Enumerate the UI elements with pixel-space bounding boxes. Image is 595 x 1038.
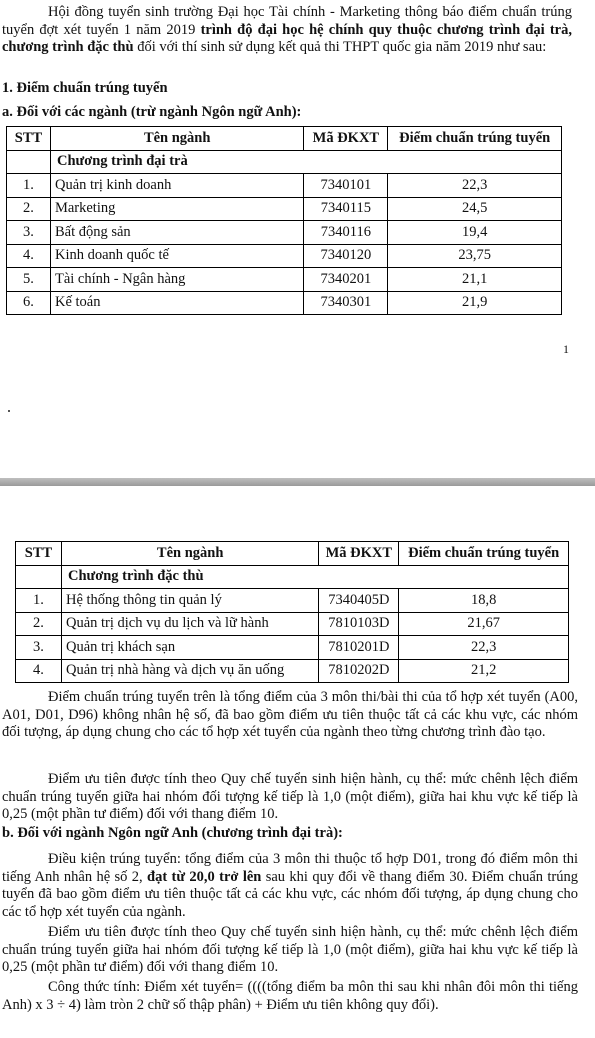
row-stt: 6. xyxy=(7,291,51,315)
row-score: 22,3 xyxy=(388,174,562,198)
row-score: 21,1 xyxy=(388,268,562,292)
table-row xyxy=(7,174,562,198)
col-header-name: Tên ngành xyxy=(61,542,318,566)
row-score: 24,5 xyxy=(388,197,562,221)
condition-text: Điều kiện trúng tuyển: tổng điểm của 3 môn thi thuộc tổ hợp D01, trong đó điểm môn thi tiếng Anh nhân hệ số 2, xyxy=(2,851,578,885)
row-code: 7810103D xyxy=(319,612,399,636)
program-label: Chương trình đại trà xyxy=(50,150,561,174)
row-code: 7340201 xyxy=(304,268,388,292)
intro-text: Hội đồng tuyển sinh trường Đại học Tài chính - Marketing thông báo điểm chuẩn trúng tuyển đợt xét tuyển 1 năm 2019 xyxy=(2,4,572,38)
col-header-stt: STT xyxy=(7,127,51,151)
condition-bold-text: đạt từ 20,0 trở lên xyxy=(147,868,262,885)
row-code: 7340405D xyxy=(319,589,399,613)
table-header-row xyxy=(16,542,569,566)
table-row xyxy=(7,268,562,292)
col-header-stt: STT xyxy=(16,542,62,566)
row-stt: 4. xyxy=(16,659,62,683)
document-page-2 xyxy=(0,486,595,1038)
page-number: 1 xyxy=(563,342,569,356)
row-code: 7340101 xyxy=(304,174,388,198)
row-score: 22,3 xyxy=(399,636,569,660)
row-name: Quản trị dịch vụ du lịch và lữ hành xyxy=(61,612,318,636)
table-row xyxy=(7,197,562,221)
table-row xyxy=(16,612,569,636)
table-row xyxy=(7,291,562,315)
row-score: 21,2 xyxy=(399,659,569,683)
scan-speck xyxy=(8,410,10,412)
section-1-heading: 1. Điểm chuẩn trúng tuyển xyxy=(2,80,168,96)
program-cell-blank xyxy=(16,565,62,589)
row-code: 7340115 xyxy=(304,197,388,221)
table-header-row xyxy=(7,127,562,151)
row-code: 7340301 xyxy=(304,291,388,315)
admission-table-special xyxy=(15,541,569,683)
row-code: 7340116 xyxy=(304,221,388,245)
row-stt: 3. xyxy=(7,221,51,245)
row-name: Marketing xyxy=(50,197,303,221)
table-row xyxy=(16,636,569,660)
row-score: 18,8 xyxy=(399,589,569,613)
row-stt: 1. xyxy=(16,589,62,613)
note-paragraph-3: Điểm ưu tiên được tính theo Quy chế tuyển sinh hiện hành, cụ thể: mức chênh lệch điểm chuẩn trúng tuyển giữa hai nhóm đối tượng kế tiếp là 1,0 (một điểm), giữa hai khu vực kế tiếp là 0,25 (một phần tư điểm) đối với thang điểm 10. xyxy=(2,924,578,975)
condition-paragraph xyxy=(2,851,578,921)
program-label: Chương trình đặc thù xyxy=(61,565,568,589)
note-paragraph-2: Điểm ưu tiên được tính theo Quy chế tuyển sinh hiện hành, cụ thể: mức chênh lệch điểm chuẩn trúng tuyển giữa hai nhóm đối tượng kế tiếp là 1,0 (một điểm), giữa hai khu vực kế tiếp là 0,25 (một phần tư điểm) đối với thang điểm 10. xyxy=(2,771,578,822)
row-code: 7810202D xyxy=(319,659,399,683)
col-header-score: Điểm chuẩn trúng tuyển xyxy=(388,127,562,151)
row-stt: 5. xyxy=(7,268,51,292)
row-stt: 3. xyxy=(16,636,62,660)
intro-bold-text: trình độ đại học hệ chính quy thuộc chương trình đại trà, chương trình đặc thù xyxy=(2,21,572,55)
table-row xyxy=(7,244,562,268)
col-header-code: Mã ĐKXT xyxy=(319,542,399,566)
intro-text-end: đối với thí sinh sử dụng kết quả thi THPT quốc gia năm 2019 như sau: xyxy=(133,39,547,55)
condition-text-end: sau khi quy đổi về thang điểm 30. Điểm chuẩn trúng tuyển đã bao gồm điểm ưu tiên thuộc tất cả các khu vực, các nhóm đối tượng, áp dụng chung cho các tổ hợp xét tuyển của ngành. xyxy=(2,868,578,920)
row-score: 19,4 xyxy=(388,221,562,245)
table-row xyxy=(16,659,569,683)
row-name: Quản trị nhà hàng và dịch vụ ăn uống xyxy=(61,659,318,683)
row-stt: 2. xyxy=(7,197,51,221)
note-paragraph-1: Điểm chuẩn trúng tuyển trên là tổng điểm của 3 môn thi/bài thi của tổ hợp xét tuyển (A00, A01, D01, D96) không nhân hệ số, đã bao gồm điểm ưu tiên thuộc tất cả các khu vực, các nhóm đối tượng, áp dụng chung cho các tổ hợp xét tuyển của ngành theo từng chương trình đào tạo. xyxy=(2,689,578,740)
row-name: Kinh doanh quốc tế xyxy=(50,244,303,268)
admission-table-regular xyxy=(6,126,562,315)
page-separator xyxy=(0,478,595,486)
section-1b-heading: b. Đối với ngành Ngôn ngữ Anh (chương trình đại trà): xyxy=(2,825,343,841)
row-name: Kế toán xyxy=(50,291,303,315)
program-cell-blank xyxy=(7,150,51,174)
row-name: Hệ thống thông tin quản lý xyxy=(61,589,318,613)
section-1a-heading: a. Đối với các ngành (trừ ngành Ngôn ngữ Anh): xyxy=(2,104,302,120)
table-row xyxy=(16,589,569,613)
row-name: Tài chính - Ngân hàng xyxy=(50,268,303,292)
row-stt: 4. xyxy=(7,244,51,268)
row-code: 7810201D xyxy=(319,636,399,660)
program-row xyxy=(7,150,562,174)
table-row xyxy=(7,221,562,245)
col-header-name: Tên ngành xyxy=(50,127,303,151)
row-score: 23,75 xyxy=(388,244,562,268)
document-page-1 xyxy=(0,0,595,478)
row-name: Quản trị kinh doanh xyxy=(50,174,303,198)
row-stt: 2. xyxy=(16,612,62,636)
col-header-score: Điểm chuẩn trúng tuyển xyxy=(399,542,569,566)
program-row xyxy=(16,565,569,589)
row-score: 21,67 xyxy=(399,612,569,636)
row-score: 21,9 xyxy=(388,291,562,315)
row-name: Bất động sản xyxy=(50,221,303,245)
row-stt: 1. xyxy=(7,174,51,198)
formula-paragraph: Công thức tính: Điểm xét tuyển= ((((tổng điểm ba môn thi sau khi nhân đôi môn thi tiếng Anh) x 3 ÷ 4) làm tròn 2 chữ số thập phân) + Điểm ưu tiên không quy đổi). xyxy=(2,979,578,1013)
row-code: 7340120 xyxy=(304,244,388,268)
col-header-code: Mã ĐKXT xyxy=(304,127,388,151)
row-name: Quản trị khách sạn xyxy=(61,636,318,660)
intro-paragraph xyxy=(2,4,572,57)
